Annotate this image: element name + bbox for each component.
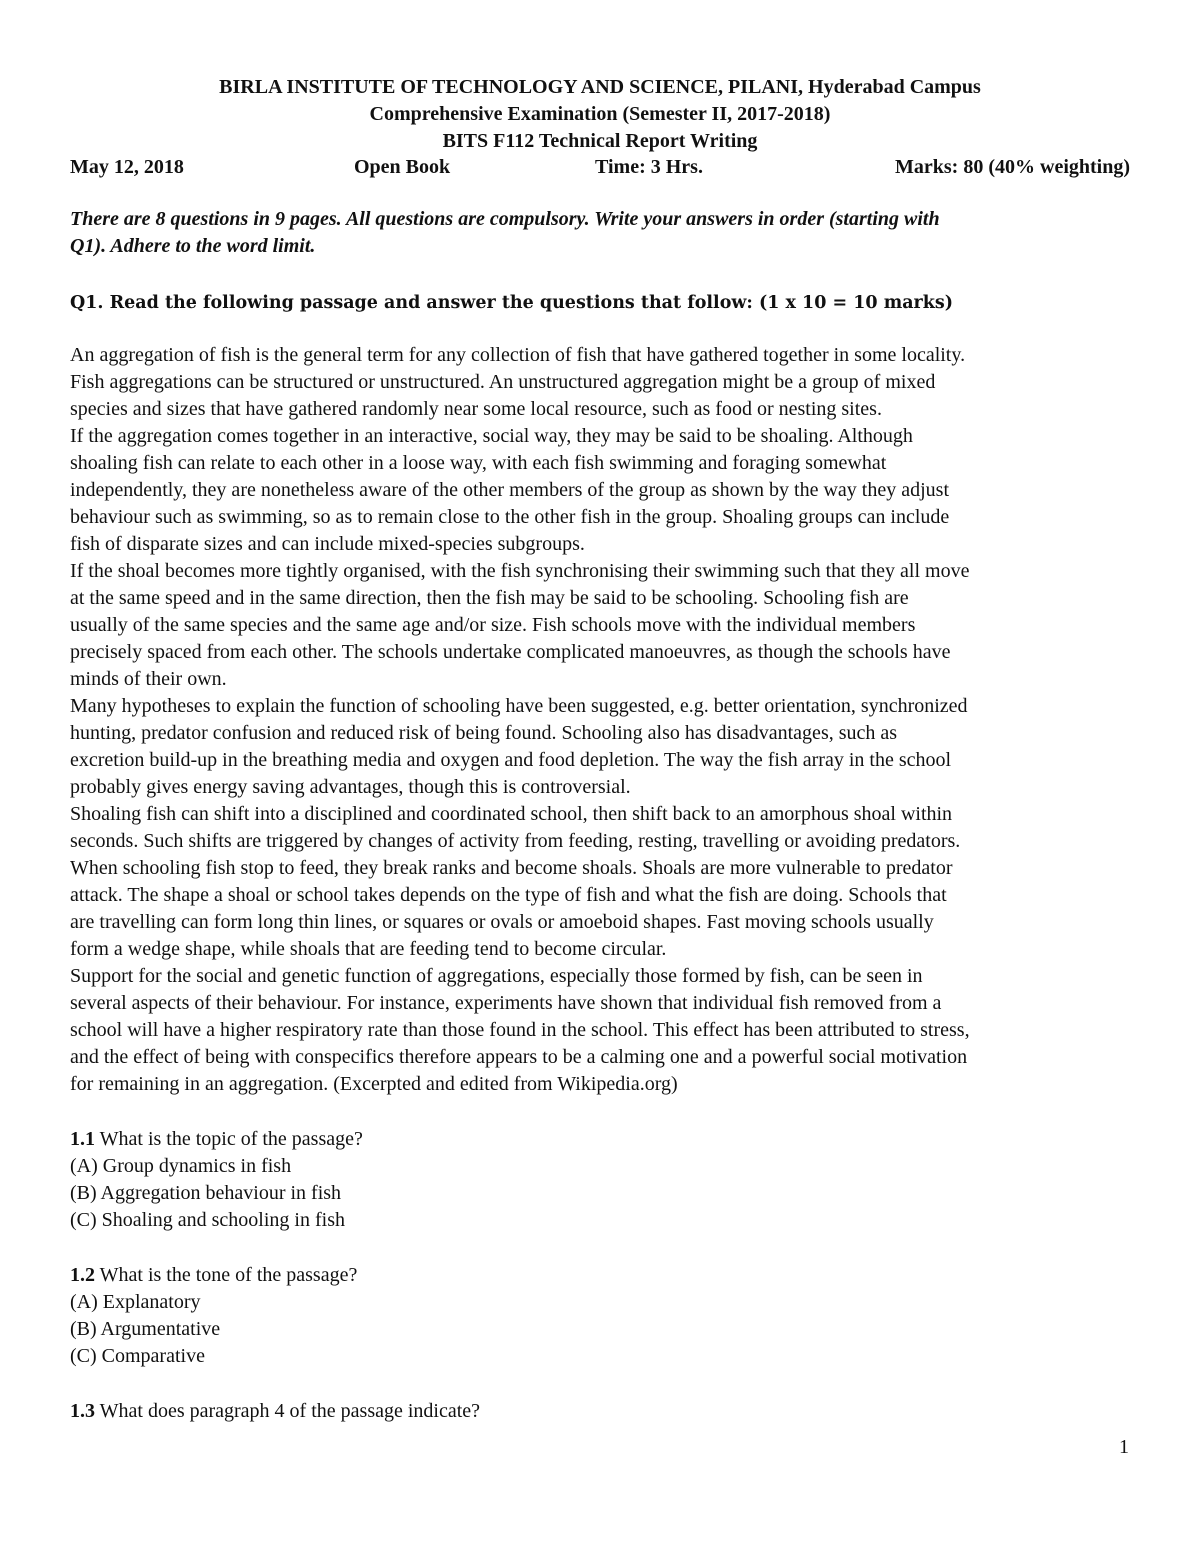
passage-line: shoaling fish can relate to each other in a loose way, with each fish swimming and foraging somewhat bbox=[70, 452, 887, 474]
passage-line: If the aggregation comes together in an interactive, social way, they may be said to be shoaling. Although bbox=[70, 425, 913, 447]
question-1-3 bbox=[70, 1398, 770, 1425]
question-1-2 bbox=[70, 1262, 770, 1370]
answer-option: (A) Group dynamics in fish bbox=[70, 1155, 292, 1177]
passage-line: precisely spaced from each other. The schools undertake complicated manoeuvres, as though the schools have bbox=[70, 641, 951, 663]
passage-line: Many hypotheses to explain the function of schooling have been suggested, e.g. better orientation, synchronized bbox=[70, 695, 968, 717]
answer-option: (C) Comparative bbox=[70, 1345, 205, 1367]
passage-line: hunting, predator confusion and reduced risk of being found. Schooling also has disadvantages, such as bbox=[70, 722, 898, 744]
instructions-line: Q1). Adhere to the word limit. bbox=[70, 235, 316, 257]
question-1-1 bbox=[70, 1126, 770, 1234]
passage-line: several aspects of their behaviour. For instance, experiments have shown that individual fish removed from a bbox=[70, 992, 942, 1014]
question-stem bbox=[70, 1398, 770, 1425]
passage-line: species and sizes that have gathered randomly near some local resource, such as food or nesting sites. bbox=[70, 398, 882, 420]
passage-line: When schooling fish stop to feed, they break ranks and become shoals. Shoals are more vulnerable to predator bbox=[70, 857, 953, 879]
question-number: 1.3 bbox=[70, 1400, 95, 1422]
reading-passage bbox=[70, 342, 1130, 1098]
instructions-line: There are 8 questions in 9 pages. All questions are compulsory. Write your answers in order (starting with bbox=[70, 208, 940, 230]
passage-line: usually of the same species and the same age and/or size. Fish schools move with the individual members bbox=[70, 614, 916, 636]
exam-title: Comprehensive Examination (Semester II, 2017-2018) bbox=[369, 103, 831, 125]
question-number: 1.1 bbox=[70, 1128, 95, 1150]
question-stem bbox=[70, 1126, 770, 1153]
passage-line: minds of their own. bbox=[70, 668, 227, 690]
answer-option: (C) Shoaling and schooling in fish bbox=[70, 1209, 345, 1231]
passage-line: form a wedge shape, while shoals that are feeding tend to become circular. bbox=[70, 938, 667, 960]
q1-title: Q1. Read the following passage and answer the questions that follow: (1 x 10 = 10 marks) bbox=[70, 293, 954, 313]
question-stem bbox=[70, 1262, 770, 1289]
course-title: BITS F112 Technical Report Writing bbox=[442, 130, 758, 152]
question-text: What is the tone of the passage? bbox=[95, 1264, 358, 1286]
exam-meta-row bbox=[70, 154, 1130, 181]
passage-line: and the effect of being with conspecifics therefore appears to be a calming one and a powerful social motivation bbox=[70, 1046, 968, 1068]
answer-option: (B) Aggregation behaviour in fish bbox=[70, 1182, 342, 1204]
passage-line: seconds. Such shifts are triggered by changes of activity from feeding, resting, travelling or avoiding predators. bbox=[70, 830, 961, 852]
passage-line: An aggregation of fish is the general term for any collection of fish that have gathered together in some locality. bbox=[70, 344, 966, 366]
passage-line: at the same speed and in the same direction, then the fish may be said to be schooling. Schooling fish are bbox=[70, 587, 909, 609]
passage-line: school will have a higher respiratory rate than those found in the school. This effect has been attributed to stress, bbox=[70, 1019, 970, 1041]
exam-date: May 12, 2018 bbox=[70, 156, 184, 178]
passage-line: Fish aggregations can be structured or unstructured. An unstructured aggregation might be a group of mixed bbox=[70, 371, 936, 393]
passage-line: independently, they are nonetheless aware of the other members of the group as shown by the way they adjust bbox=[70, 479, 949, 501]
passage-line: fish of disparate sizes and can include mixed-species subgroups. bbox=[70, 533, 585, 555]
page-number: 1 bbox=[1119, 1436, 1129, 1458]
passage-line: are travelling can form long thin lines, or squares or ovals or amoeboid shapes. Fast moving schools usually bbox=[70, 911, 934, 933]
exam-header bbox=[70, 74, 1130, 155]
institute-name: BIRLA INSTITUTE OF TECHNOLOGY AND SCIENCE, PILANI, Hyderabad Campus bbox=[219, 76, 981, 98]
question-text: What is the topic of the passage? bbox=[95, 1128, 363, 1150]
answer-option: (A) Explanatory bbox=[70, 1291, 201, 1313]
passage-line: behaviour such as swimming, so as to remain close to the other fish in the group. Shoaling groups can include bbox=[70, 506, 950, 528]
exam-marks: Marks: 80 (40% weighting) bbox=[895, 156, 1130, 178]
passage-line: excretion build-up in the breathing media and oxygen and food depletion. The way the fish array in the school bbox=[70, 749, 952, 771]
book-type: Open Book bbox=[354, 156, 451, 178]
question-number: 1.2 bbox=[70, 1264, 95, 1286]
passage-line: for remaining in an aggregation. (Excerpted and edited from Wikipedia.org) bbox=[70, 1073, 678, 1095]
passage-line: attack. The shape a shoal or school takes depends on the type of fish and what the fish are doing. Schools that bbox=[70, 884, 947, 906]
passage-line: If the shoal becomes more tightly organised, with the fish synchronising their swimming such that they all move bbox=[70, 560, 970, 582]
question-text: What does paragraph 4 of the passage indicate? bbox=[95, 1400, 481, 1422]
instructions bbox=[70, 206, 1130, 260]
exam-time: Time: 3 Hrs. bbox=[595, 156, 703, 178]
answer-option: (B) Argumentative bbox=[70, 1318, 221, 1340]
passage-line: probably gives energy saving advantages, though this is controversial. bbox=[70, 776, 631, 798]
passage-line: Shoaling fish can shift into a disciplined and coordinated school, then shift back to an amorphous shoal within bbox=[70, 803, 953, 825]
passage-line: Support for the social and genetic function of aggregations, especially those formed by fish, can be seen in bbox=[70, 965, 923, 987]
